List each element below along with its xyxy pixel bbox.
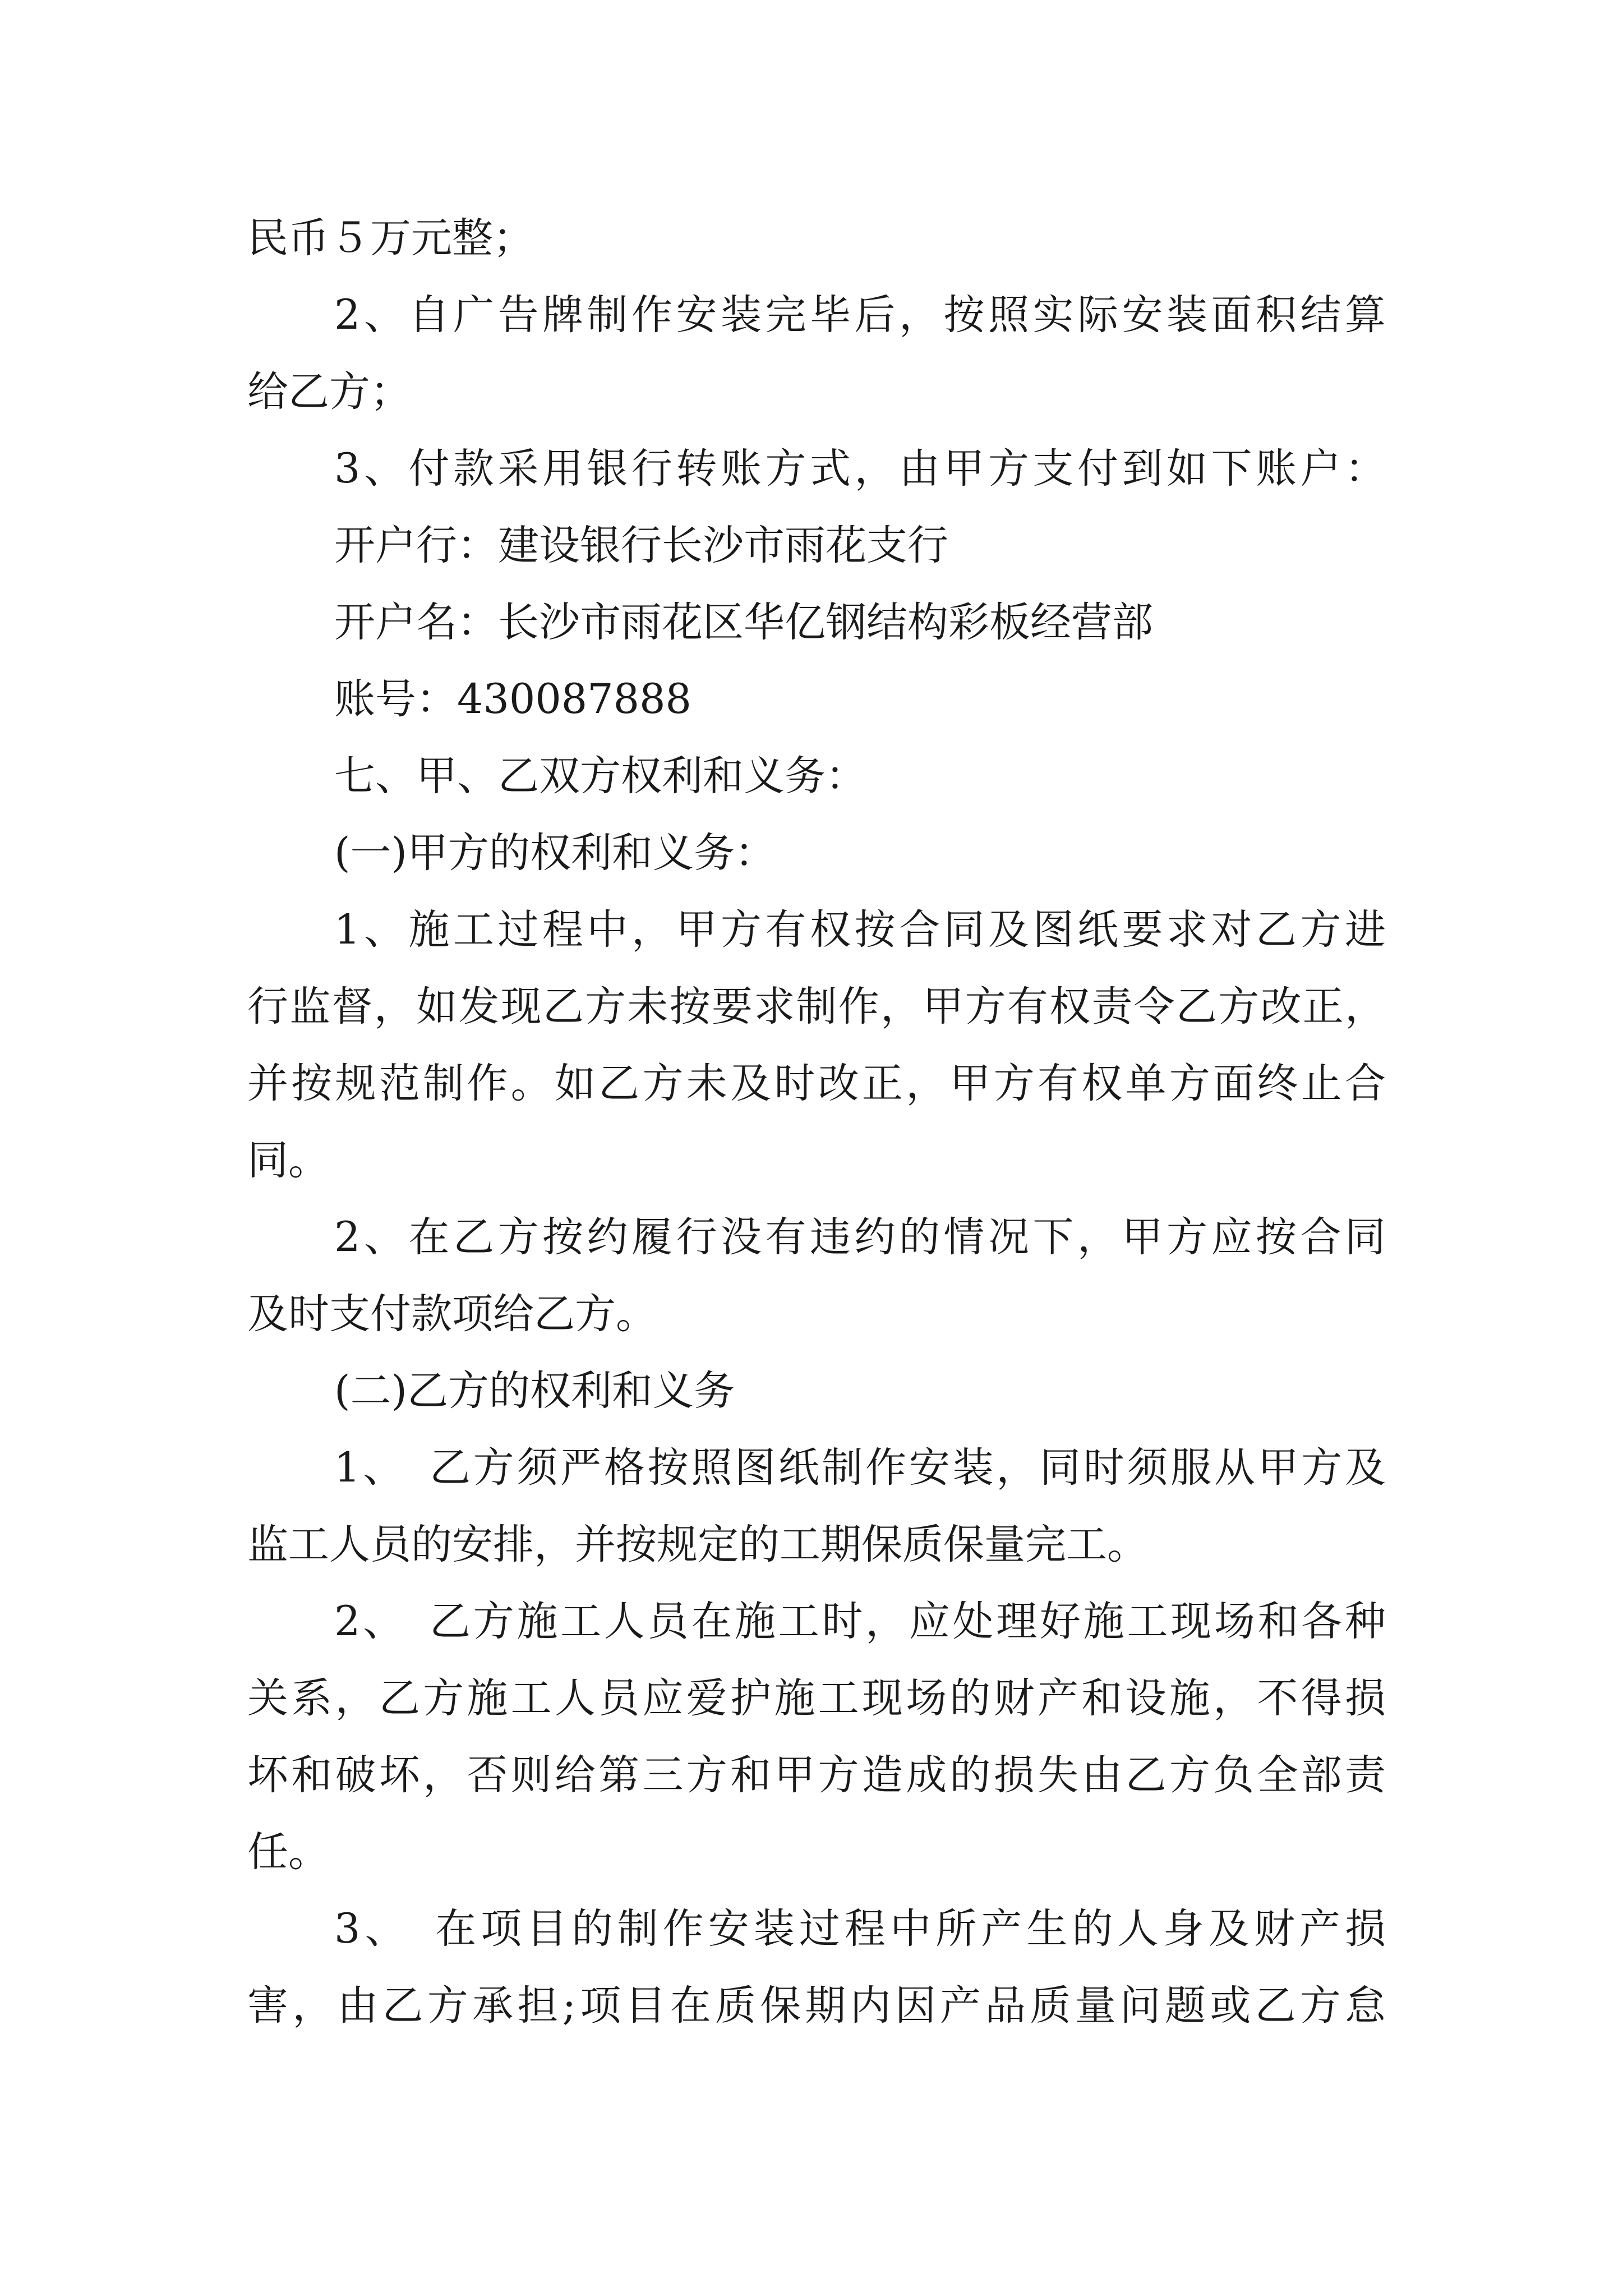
text-line: 监工人员的安排，并按规定的工期保质保量完工。 (247, 1521, 1148, 1568)
account-number-line: 账号：430087888 (334, 675, 692, 723)
text-line: 关系，乙方施工人员应爱护施工现场的财产和设施，不得损 (247, 1674, 1386, 1722)
text-line: 任。 (247, 1828, 329, 1876)
text-line: 1、施工过程中，甲方有权按合同及图纸要求对乙方进 (334, 906, 1386, 954)
contract-body (247, 200, 1386, 2044)
text-line: 2、自广告牌制作安装完毕后，按照实际安装面积结算 (334, 291, 1386, 339)
account-name-line: 开户名：长沙市雨花区华亿钢结构彩板经营部 (334, 599, 1153, 646)
text-line: 民币５万元整； (247, 214, 534, 262)
text-line: 并按规范制作。如乙方未及时改正，甲方有权单方面终止合 (247, 1060, 1386, 1107)
text-line: 3、 在项目的制作安装过程中所产生的人身及财产损 (334, 1905, 1386, 1953)
text-line: 及时支付款项给乙方。 (247, 1290, 657, 1338)
text-line: 2、 乙方施工人员在施工时，应处理好施工现场和各种 (334, 1598, 1386, 1645)
text-line: 害，由乙方承担;项目在质保期内因产品质量问题或乙方怠 (247, 1982, 1386, 2030)
text-line: 3、付款采用银行转账方式，由甲方支付到如下账户： (334, 445, 1386, 493)
bank-name-line: 开户行：建设银行长沙市雨花支行 (334, 522, 948, 569)
text-line: 给乙方； (247, 368, 411, 416)
section-heading: 七、甲、乙双方权利和义务： (334, 752, 866, 800)
text-line: 2、在乙方按约履行没有违约的情况下，甲方应按合同 (334, 1213, 1386, 1261)
text-line: 同。 (247, 1137, 329, 1184)
text-line: 行监督，如发现乙方未按要求制作，甲方有权责令乙方改正， (247, 983, 1386, 1030)
text-line: 坏和破坏，否则给第三方和甲方造成的损失由乙方负全部责 (247, 1751, 1386, 1799)
text-line: 1、 乙方须严格按照图纸制作安装，同时须服从甲方及 (334, 1444, 1386, 1492)
subsection-heading: (二)乙方的权利和义务 (334, 1367, 735, 1415)
subsection-heading: (一)甲方的权利和义务： (334, 829, 776, 877)
